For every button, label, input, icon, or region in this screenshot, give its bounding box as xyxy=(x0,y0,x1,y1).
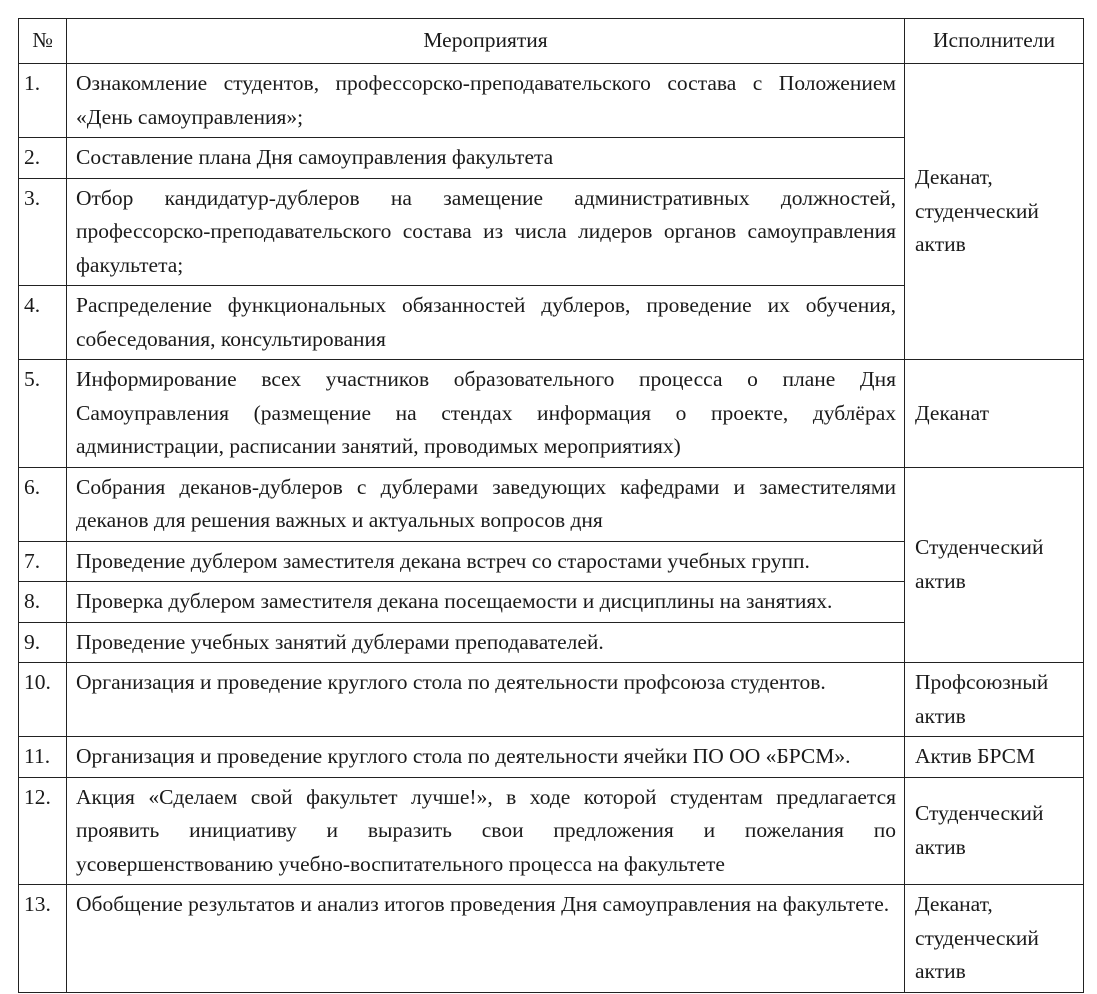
row-number: 3. xyxy=(19,178,67,286)
row-executor: Профсоюзный актив xyxy=(905,663,1084,737)
row-executor: Деканат xyxy=(905,360,1084,468)
table-header-row xyxy=(19,19,1084,64)
table-row xyxy=(19,737,1084,778)
row-executor: Деканат, студенческий актив xyxy=(905,64,1084,360)
row-number: 12. xyxy=(19,777,67,885)
row-number: 4. xyxy=(19,286,67,360)
table-row xyxy=(19,360,1084,468)
row-activity: Отбор кандидатур-дублеров на замещение административных должностей, профессорско-преподавательского состава из числа лидеров органов самоуправления факультета; xyxy=(67,178,905,286)
row-number: 13. xyxy=(19,885,67,993)
row-number: 5. xyxy=(19,360,67,468)
row-executor: Студенческий актив xyxy=(905,467,1084,663)
row-activity: Организация и проведение круглого стола по деятельности профсоюза студентов. xyxy=(67,663,905,737)
table-row xyxy=(19,467,1084,541)
row-activity: Обобщение результатов и анализ итогов проведения Дня самоуправления на факультете. xyxy=(67,885,905,993)
header-executor: Исполнители xyxy=(905,19,1084,64)
row-activity: Ознакомление студентов, профессорско-преподавательского состава с Положением «День самоуправления»; xyxy=(67,64,905,138)
header-activity: Мероприятия xyxy=(67,19,905,64)
row-executor: Деканат, студенческий актив xyxy=(905,885,1084,993)
table-row xyxy=(19,885,1084,993)
table-row xyxy=(19,777,1084,885)
row-number: 6. xyxy=(19,467,67,541)
row-activity: Информирование всех участников образовательного процесса о плане Дня Самоуправления (размещение на стендах информация о проекте, дублёрах администрации, расписании занятий, проводимых мероприятиях) xyxy=(67,360,905,468)
row-activity: Организация и проведение круглого стола по деятельности ячейки ПО ОО «БРСМ». xyxy=(67,737,905,778)
row-number: 2. xyxy=(19,138,67,179)
row-activity: Составление плана Дня самоуправления факультета xyxy=(67,138,905,179)
row-activity: Проведение учебных занятий дублерами преподавателей. xyxy=(67,622,905,663)
row-activity: Проверка дублером заместителя декана посещаемости и дисциплины на занятиях. xyxy=(67,582,905,623)
row-executor: Студенческий актив xyxy=(905,777,1084,885)
row-number: 11. xyxy=(19,737,67,778)
row-activity: Распределение функциональных обязанностей дублеров, проведение их обучения, собеседования, консультирования xyxy=(67,286,905,360)
row-activity: Собрания деканов-дублеров с дублерами заведующих кафедрами и заместителями деканов для решения важных и актуальных вопросов дня xyxy=(67,467,905,541)
table-row xyxy=(19,663,1084,737)
row-activity: Акция «Сделаем свой факультет лучше!», в ходе которой студентам предлагается проявить инициативу и выразить свои предложения и пожелания по усовершенствованию учебно-воспитательного процесса на факультете xyxy=(67,777,905,885)
row-number: 8. xyxy=(19,582,67,623)
table-row xyxy=(19,64,1084,138)
row-activity: Проведение дублером заместителя декана встреч со старостами учебных групп. xyxy=(67,541,905,582)
row-number: 9. xyxy=(19,622,67,663)
row-number: 10. xyxy=(19,663,67,737)
activities-table xyxy=(18,18,1084,993)
row-executor: Актив БРСМ xyxy=(905,737,1084,778)
header-number: № xyxy=(19,19,67,64)
row-number: 1. xyxy=(19,64,67,138)
row-number: 7. xyxy=(19,541,67,582)
